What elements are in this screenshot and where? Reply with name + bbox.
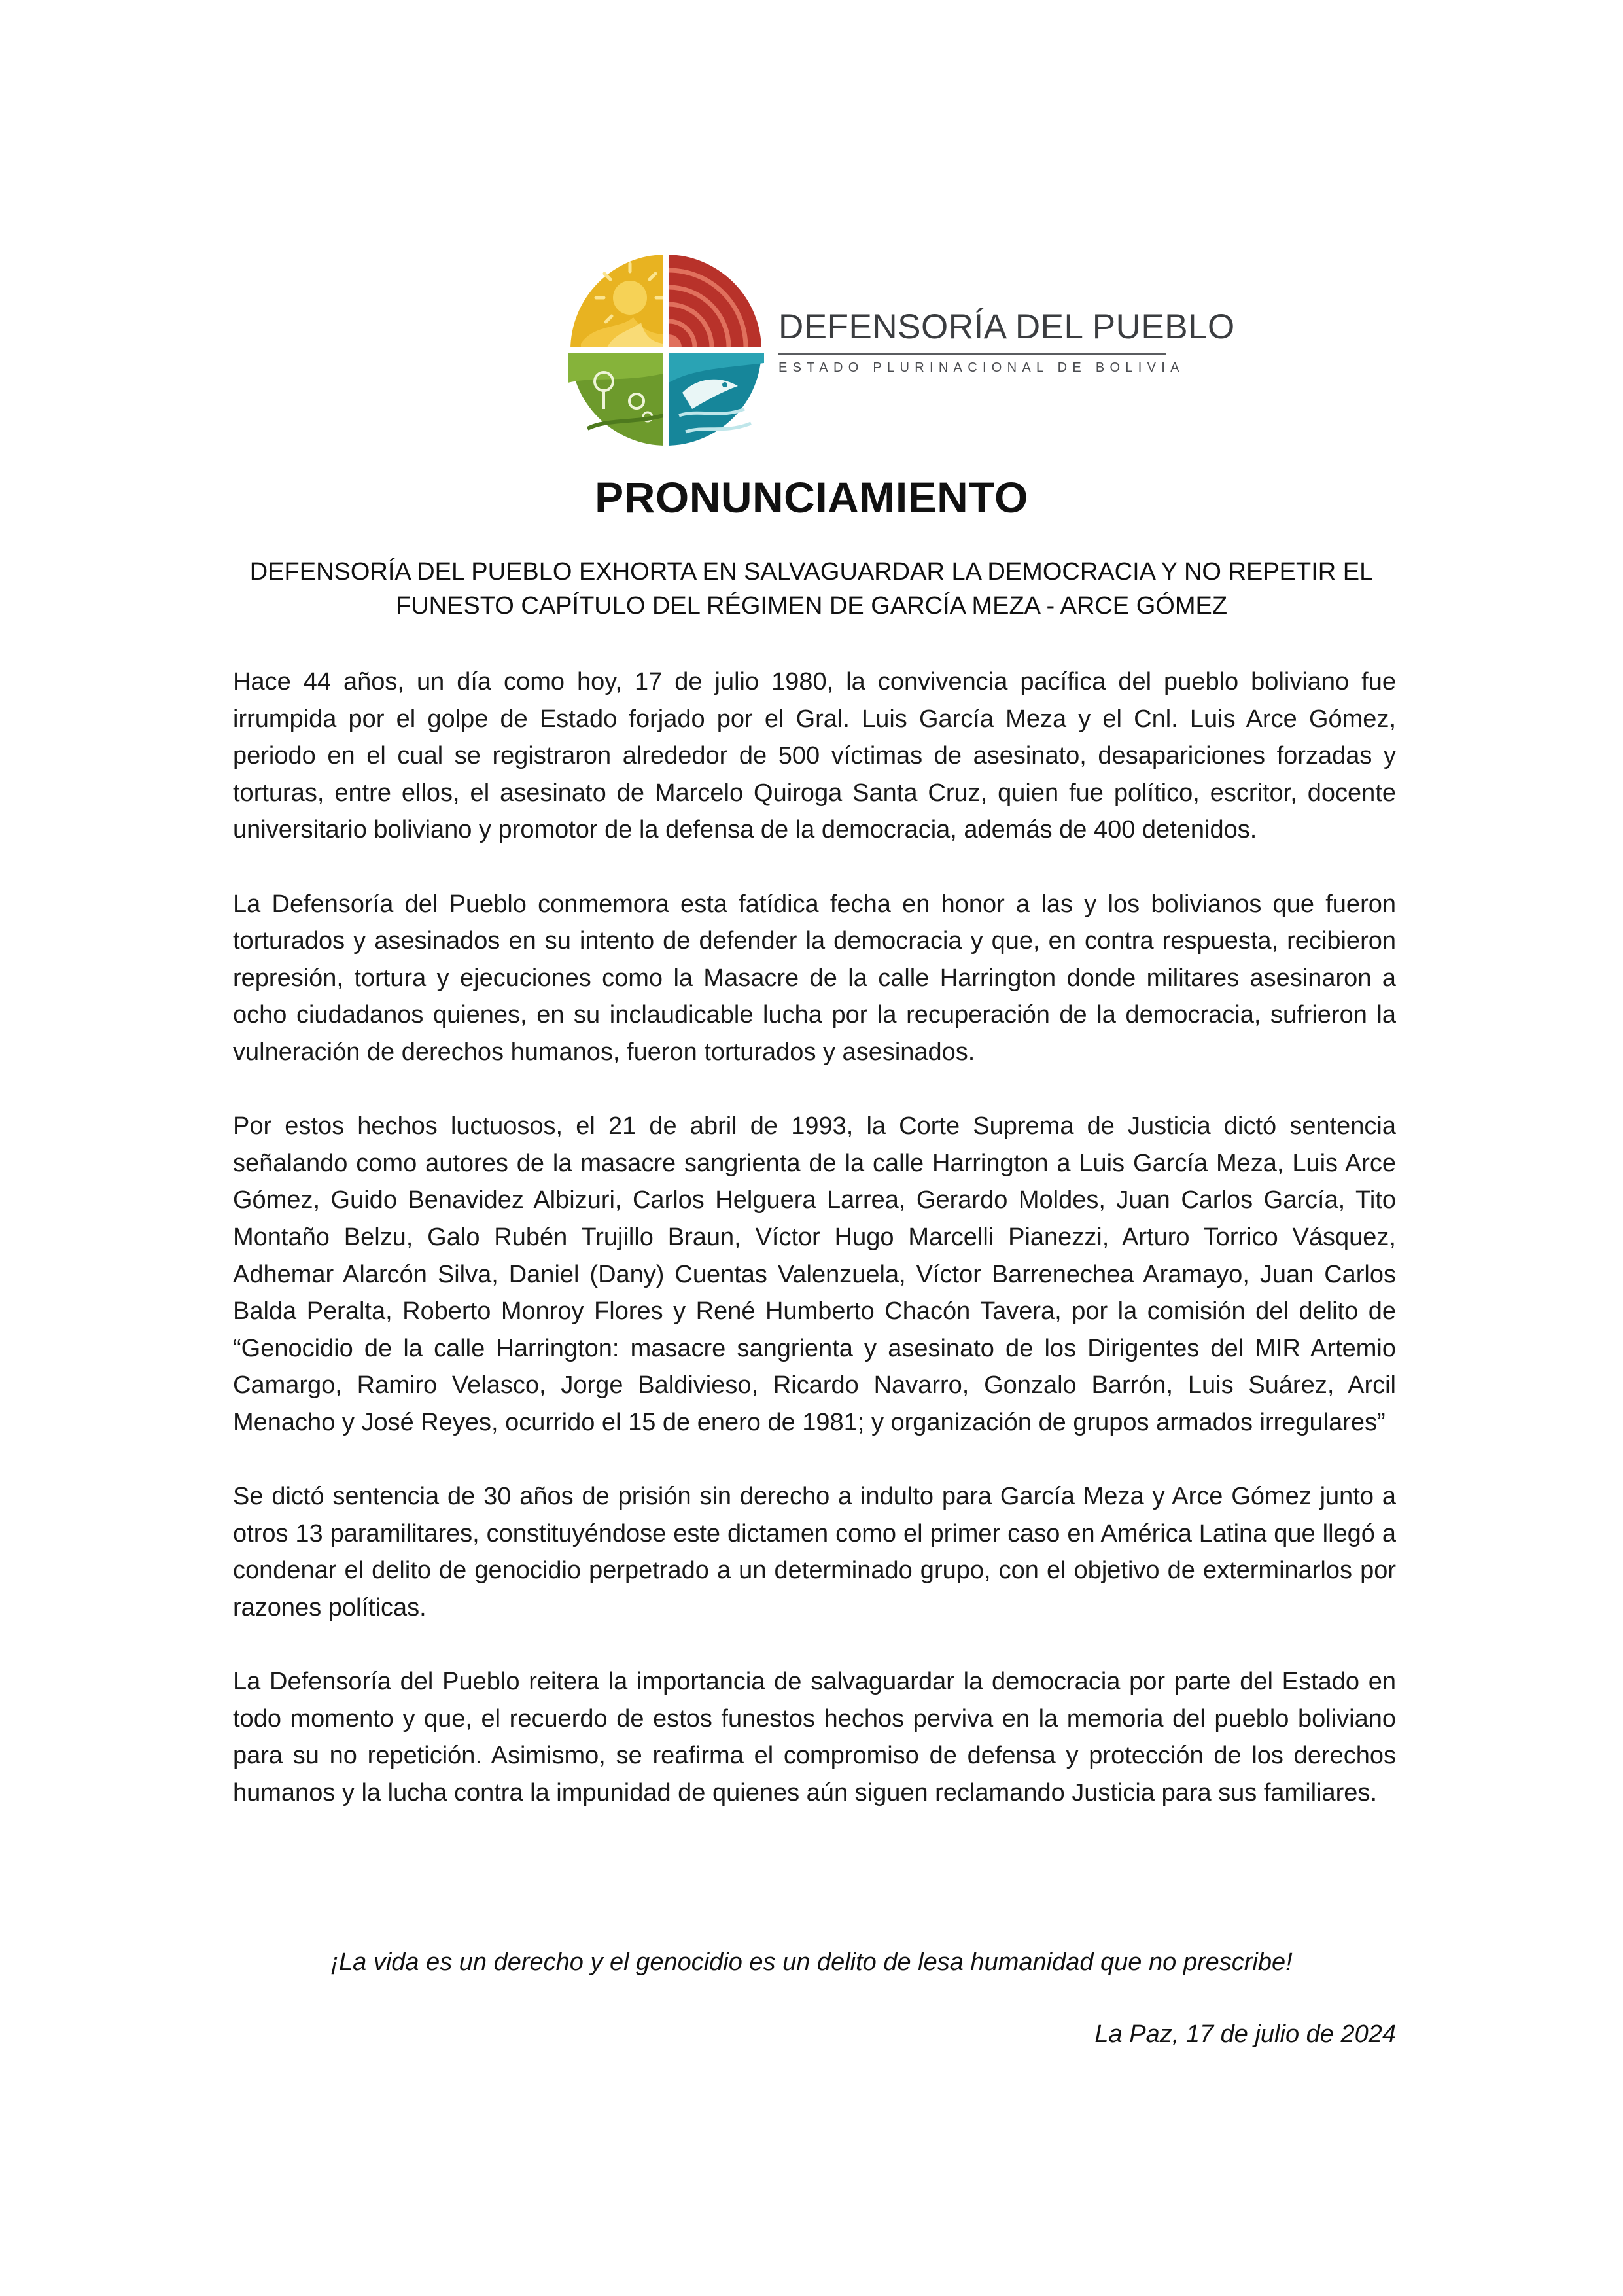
document-title: PRONUNCIAMIENTO xyxy=(595,473,1028,521)
institution-logo xyxy=(568,252,1235,448)
logo-text xyxy=(778,307,1235,376)
body-paragraph: Se dictó sentencia de 30 años de prisión sin derecho a indulto para García Meza y Arce Gómez junto a otros 13 paramilitares, constituyéndose este dictamen como el primer caso en América Latina que llegó a condenar el delito de genocidio perpetrado a un determinado grupo, con el objetivo de exterminarlos por razones políticas. xyxy=(233,1483,1396,1621)
subtitle-line-1: DEFENSORÍA DEL PUEBLO EXHORTA EN SALVAGUARDAR LA DEMOCRACIA Y NO REPETIR EL xyxy=(249,558,1374,586)
document-subtitle xyxy=(216,555,1407,623)
logo-divider xyxy=(778,353,1166,355)
body-paragraph: Por estos hechos luctuosos, el 21 de abril de 1993, la Corte Suprema de Justicia dictó sentencia señalando como autores de la masacre sangrienta de la calle Harrington a Luis García Meza, Luis Arce Gómez, Guido Benavidez Albizuri, Carlos Helguera Larrea, Gerardo Moldes, Juan Carlos García, Tito Montaño Belzu, Galo Rubén Trujillo Braun, Víctor Hugo Marcelli Pianezzi, Arturo Torrico Vásquez, Adhemar Alarcón Silva, Daniel (Dany) Cuentas Valenzuela, Víctor Barrenechea Aramayo, Juan Carlos Balda Peralta, Roberto Monroy Flores y René Humberto Chacón Tavera, por la comisión del delito de “Genocidio de la calle Harrington: masacre sangrienta y asesinato de los Dirigentes del MIR Artemio Camargo, Ramiro Velasco, Jorge Baldivieso, Ricardo Navarro, Gonzalo Barrón, Luis Suárez, Arcil Menacho y José Reyes, ocurrido el 15 de enero de 1981; y organización de grupos armados irregulares” xyxy=(233,1112,1396,1436)
document-body xyxy=(233,663,1396,1848)
closing-statement: ¡La vida es un derecho y el genocidio es un delito de lesa humanidad que no prescribe! xyxy=(330,1949,1293,1976)
defensoria-emblem-icon xyxy=(568,252,764,448)
place-and-date: La Paz, 17 de julio de 2024 xyxy=(1094,2021,1396,2048)
logo-institution-subtitle: ESTADO PLURINACIONAL DE BOLIVIA xyxy=(778,361,1185,375)
body-paragraph: Hace 44 años, un día como hoy, 17 de julio 1980, la convivencia pacífica del pueblo boliviano fue irrumpida por el golpe de Estado forjado por el Gral. Luis García Meza y el Cnl. Luis Arce Gómez, periodo en el cual se registraron alrededor de 500 víctimas de asesinato, desapariciones forzadas y torturas, entre ellos, el asesinato de Marcelo Quiroga Santa Cruz, quien fue político, escritor, docente universitario boliviano y promotor de la defensa de la democracia, además de 400 detenidos. xyxy=(233,668,1396,844)
logo-institution-name: DEFENSORÍA DEL PUEBLO xyxy=(778,308,1235,346)
body-paragraph: La Defensoría del Pueblo conmemora esta fatídica fecha en honor a las y los bolivianos que fueron torturados y asesinados en su intento de defender la democracia y que, en contra respuesta, recibieron represión, tortura y ejecuciones como la Masacre de la calle Harrington donde militares asesinaron a ocho ciudadanos quienes, en su inclaudicable lucha por la recuperación de la democracia, sufrieron la vulneración de derechos humanos, fueron torturados y asesinados. xyxy=(233,890,1396,1066)
body-paragraph: La Defensoría del Pueblo reitera la importancia de salvaguardar la democracia por parte del Estado en todo momento y que, el recuerdo de estos funestos hechos perviva en la memoria del pueblo boliviano para su no repetición. Asimismo, se reafirma el compromiso de defensa y protección de los derechos humanos y la lucha contra la impunidad de quienes aún siguen reclamando Justicia para sus familiares. xyxy=(233,1668,1396,1807)
subtitle-line-2: FUNESTO CAPÍTULO DEL RÉGIMEN DE GARCÍA MEZA - ARCE GÓMEZ xyxy=(395,592,1228,620)
